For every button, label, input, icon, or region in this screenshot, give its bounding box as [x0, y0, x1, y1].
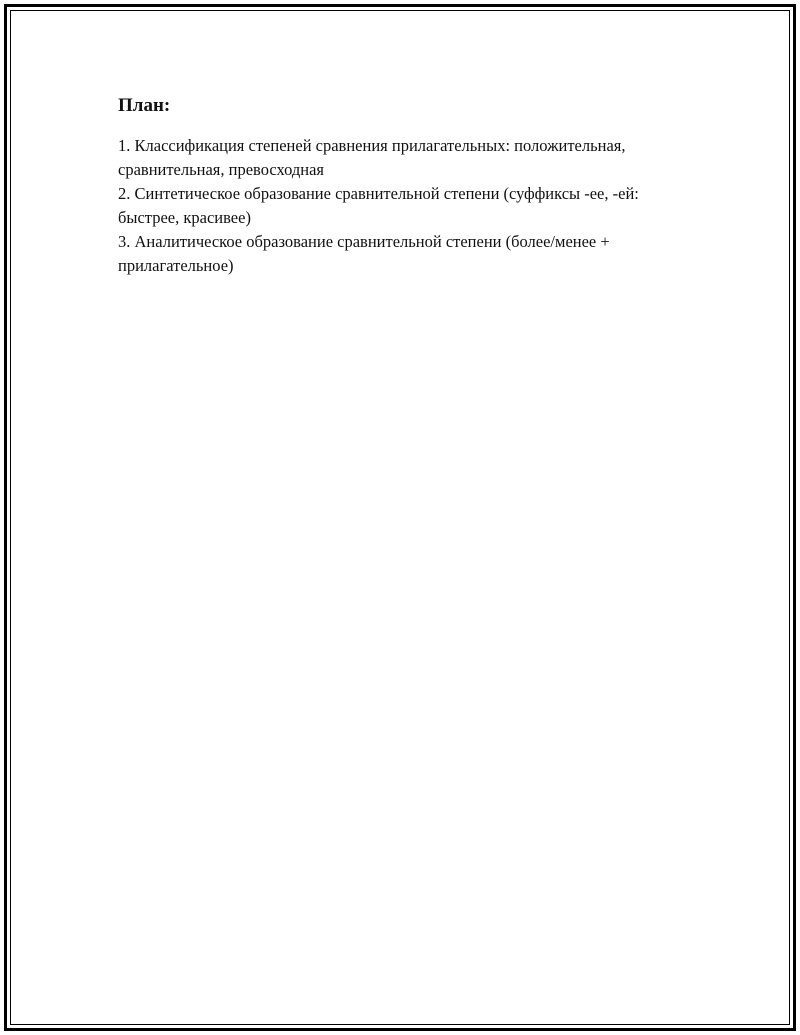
document-content — [118, 94, 693, 278]
plan-item-3: 3. Аналитическое образование сравнительной степени (более/менее + прилагательное) — [118, 232, 610, 275]
plan-heading: План: — [118, 95, 171, 116]
plan-item-2: 2. Синтетическое образование сравнительной степени (суффиксы -ее, -ей: быстрее, красивее) — [118, 184, 639, 227]
plan-item-1: 1. Классификация степеней сравнения прилагательных: положительная, сравнительная, превосходная — [118, 136, 626, 179]
plan-list — [118, 134, 693, 278]
